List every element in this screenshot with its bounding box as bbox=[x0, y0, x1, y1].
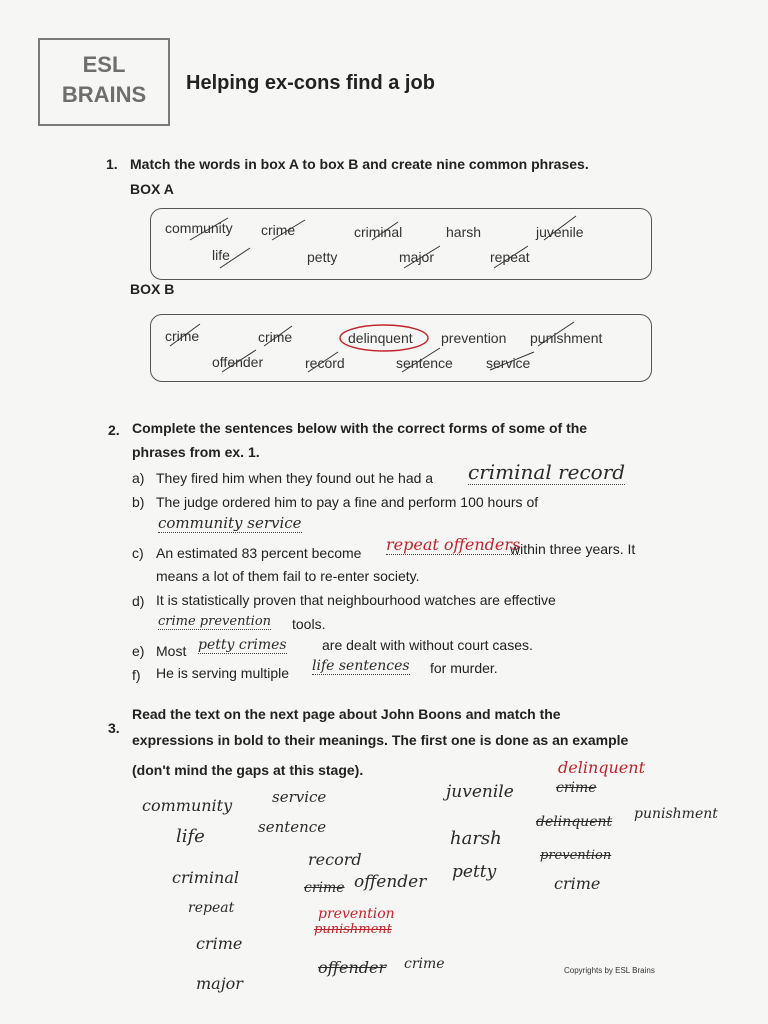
box-b-word: offender bbox=[212, 354, 264, 370]
box-b-word: service bbox=[486, 355, 531, 371]
q2-e-answer: petty crimes bbox=[198, 637, 287, 653]
note-word: crime bbox=[554, 874, 601, 893]
box-b-label: BOX B bbox=[130, 281, 175, 297]
q2-a-text: They fired him when they found out he had a bbox=[156, 470, 434, 486]
q2-a-answer: criminal record bbox=[468, 460, 626, 484]
q3-instructions-line2: expressions in bold to their meanings. The first one is done as an example bbox=[132, 732, 629, 748]
box-b-word: delinquent bbox=[348, 330, 413, 346]
note-word: community bbox=[142, 796, 233, 815]
q2-b-letter: b) bbox=[132, 494, 145, 510]
box-a-word: crime bbox=[261, 222, 296, 238]
q2-b-text: The judge ordered him to pay a fine and perform 100 hours of bbox=[156, 494, 539, 510]
note-word: criminal bbox=[172, 868, 239, 887]
q2-a-letter: a) bbox=[132, 470, 145, 486]
box-b-word: crime bbox=[258, 329, 293, 345]
q2-d-answer: crime prevention bbox=[158, 614, 272, 629]
q2-f-pre: He is serving multiple bbox=[156, 665, 290, 681]
q2-c-answer: repeat offenders bbox=[386, 535, 521, 554]
q2-instructions-line2: phrases from ex. 1. bbox=[132, 444, 260, 460]
box-a bbox=[150, 208, 652, 280]
box-b-word: sentence bbox=[396, 355, 453, 371]
q3-instructions-line3: (don't mind the gaps at this stage). bbox=[132, 762, 364, 778]
note-word-struck: crime bbox=[304, 880, 345, 896]
esl-brains-logo bbox=[38, 38, 170, 126]
note-word-struck: punishment bbox=[314, 922, 392, 937]
note-word-struck: delinquent bbox=[536, 814, 613, 830]
q2-number: 2. bbox=[108, 422, 120, 438]
note-word-red: prevention bbox=[318, 906, 395, 922]
box-a-word: petty bbox=[307, 249, 338, 265]
box-b-word: record bbox=[305, 355, 345, 371]
note-word: crime bbox=[196, 934, 243, 953]
note-word: life bbox=[176, 826, 205, 847]
note-word: harsh bbox=[450, 828, 502, 849]
note-word: major bbox=[196, 974, 243, 993]
q2-c-pre: An estimated 83 percent become bbox=[156, 545, 362, 561]
note-word-struck: crime bbox=[556, 780, 597, 796]
box-a-word: harsh bbox=[446, 224, 482, 240]
note-word: repeat bbox=[188, 900, 235, 916]
box-b bbox=[150, 314, 652, 382]
q3-number: 3. bbox=[108, 720, 120, 736]
box-b-word: prevention bbox=[441, 330, 507, 346]
note-word: sentence bbox=[258, 818, 327, 836]
q2-f-answer: life sentences bbox=[312, 658, 410, 674]
q2-c-line2: means a lot of them fail to re-enter society. bbox=[156, 568, 420, 584]
box-b-word: punishment bbox=[530, 330, 603, 346]
box-a-label: BOX A bbox=[130, 181, 174, 197]
note-word: record bbox=[308, 850, 362, 869]
q1-instructions: Match the words in box A to box B and create nine common phrases. bbox=[130, 156, 589, 172]
q2-f-letter: f) bbox=[132, 667, 141, 683]
q2-d-post: tools. bbox=[292, 616, 326, 632]
box-a-word: life bbox=[212, 247, 230, 263]
q2-b-answer: community service bbox=[158, 514, 302, 532]
box-a-word: community bbox=[165, 220, 233, 236]
note-word: crime bbox=[404, 956, 445, 972]
logo-line1: ESL bbox=[82, 52, 126, 77]
q2-e-post: are dealt with without court cases. bbox=[322, 637, 533, 653]
page-title: Helping ex-cons find a job bbox=[186, 72, 435, 94]
box-a-word: major bbox=[399, 249, 435, 265]
q2-instructions-line1: Complete the sentences below with the correct forms of some of the bbox=[132, 420, 588, 436]
note-word: juvenile bbox=[446, 782, 514, 802]
copyright-footer: Copyrights by ESL Brains bbox=[564, 966, 655, 975]
note-word: petty bbox=[452, 862, 497, 882]
q1-number: 1. bbox=[106, 156, 118, 172]
box-a-word: juvenile bbox=[536, 224, 584, 240]
note-word: service bbox=[272, 788, 327, 806]
q2-d-letter: d) bbox=[132, 593, 145, 609]
box-a-word: criminal bbox=[354, 224, 403, 240]
q2-c-letter: c) bbox=[132, 545, 144, 561]
q2-e-letter: e) bbox=[132, 643, 145, 659]
q2-c-post: within three years. It bbox=[510, 541, 636, 557]
logo-line2: BRAINS bbox=[61, 82, 147, 107]
box-a-word: repeat bbox=[490, 249, 530, 265]
q3-instructions-line1: Read the text on the next page about John Boons and match the bbox=[132, 706, 561, 722]
q2-d-text: It is statistically proven that neighbourhood watches are effective bbox=[156, 592, 556, 608]
q2-e-pre: Most bbox=[156, 643, 187, 659]
note-word-red: delinquent bbox=[558, 758, 645, 777]
note-word-struck: prevention bbox=[540, 848, 612, 863]
note-word: punishment bbox=[634, 806, 718, 822]
box-b-word: crime bbox=[165, 328, 200, 344]
note-word: offender bbox=[354, 872, 427, 892]
q2-f-post: for murder. bbox=[430, 660, 498, 676]
note-word-struck: offender bbox=[318, 958, 387, 977]
